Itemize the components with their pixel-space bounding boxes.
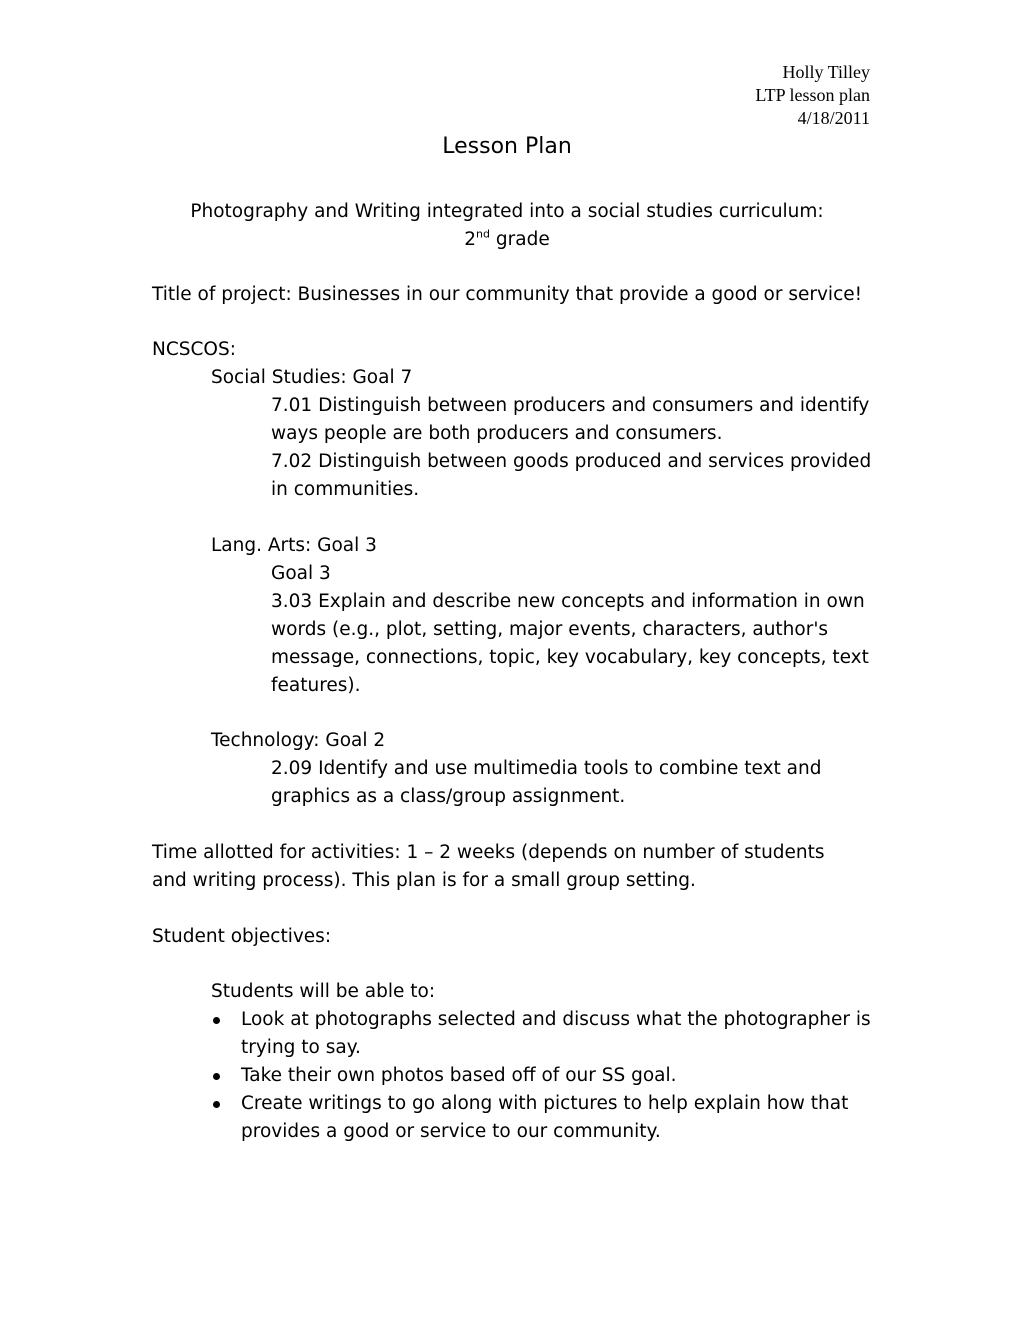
list-item [211,1006,891,1062]
subtitle-line: Photography and Writing integrated into a social studies curriculum: [190,201,824,222]
standard-line: 7.02 Distinguish between goods produced and services provided [271,451,872,472]
ncscos-heading: NCSCOS: [152,339,236,360]
standard-line: ways people are both producers and consumers. [271,423,723,444]
standard-line: 2.09 Identify and use multimedia tools to combine text and [271,758,822,779]
social-studies-heading: Social Studies: Goal 7 [211,367,413,388]
objective-text: Take their own photos based off of our SS goal. [241,1065,677,1086]
standard-line: features). [271,675,361,696]
objective-text: Look at photographs selected and discuss what the photographer is trying to say. [241,1009,871,1058]
author-name: Holly Tilley [782,62,870,82]
standard-line: 7.01 Distinguish between producers and consumers and identify [271,395,870,416]
standard-line: 3.03 Explain and describe new concepts and information in own [271,591,865,612]
bullet-icon [213,1017,220,1024]
standard-line: Goal 3 [271,563,331,584]
standard-line: graphics as a class/group assignment. [271,786,626,807]
standard-line: words (e.g., plot, setting, major events, characters, author's [271,619,829,640]
lesson-subtitle [0,198,1014,254]
document-type: LTP lesson plan [755,85,870,105]
standard-line: message, connections, topic, key vocabulary, key concepts, text [271,647,869,668]
time-allotted-line: and writing process). This plan is for a small group setting. [152,870,696,891]
objective-text: Create writings to go along with pictures to help explain how that provides a good or service to our community. [241,1093,849,1142]
standard-line: in communities. [271,479,420,500]
list-item [211,1062,891,1090]
grade-number: 2 [464,229,477,250]
page-title: Lesson Plan [442,134,572,159]
objectives-intro: Students will be able to: [211,981,436,1002]
bullet-icon [213,1101,220,1108]
bullet-icon [213,1073,220,1080]
document-date: 4/18/2011 [797,108,870,128]
project-title: Title of project: Businesses in our community that provide a good or service! [152,284,863,305]
list-item [211,1090,891,1146]
objectives-list [211,1006,891,1146]
grade-word: grade [490,229,550,250]
grade-line [0,226,1014,254]
document-header [755,61,870,130]
lang-arts-heading: Lang. Arts: Goal 3 [211,535,377,556]
objectives-heading: Student objectives: [152,926,332,947]
grade-suffix: nd [476,227,491,241]
technology-heading: Technology: Goal 2 [211,730,386,751]
time-allotted-line: Time allotted for activities: 1 – 2 weeks (depends on number of students [152,842,825,863]
